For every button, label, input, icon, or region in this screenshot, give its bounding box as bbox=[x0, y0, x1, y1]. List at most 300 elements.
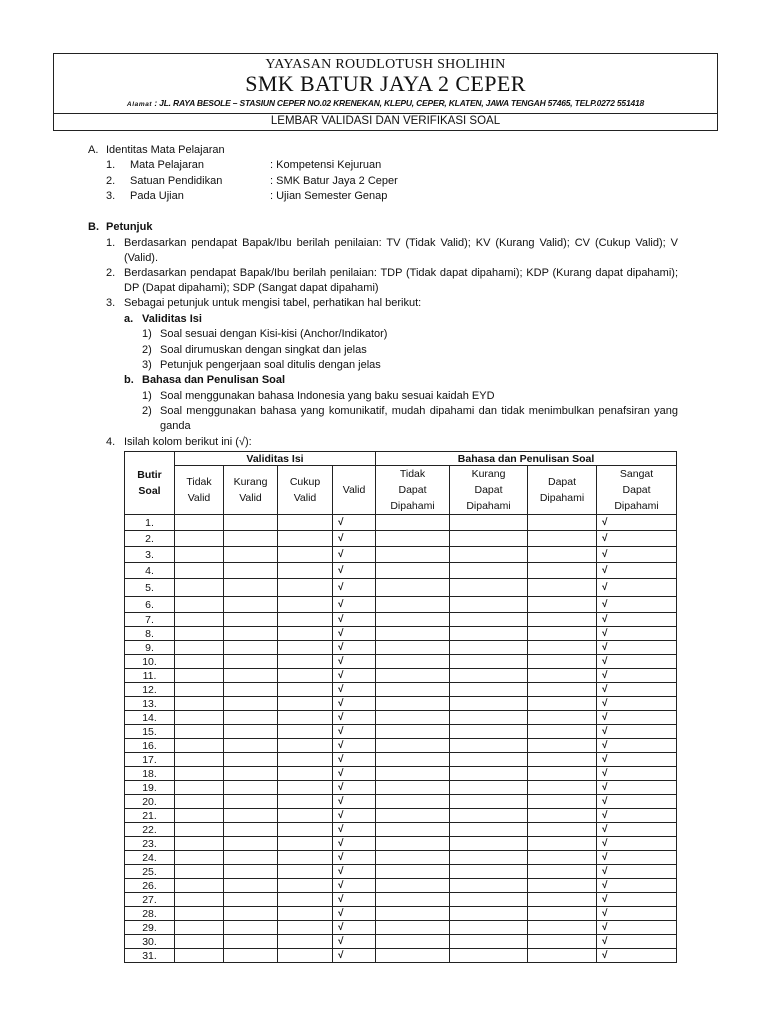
cell-sangat-dapat-dipahami: √ bbox=[597, 597, 677, 613]
cell-tidak-valid bbox=[175, 781, 224, 795]
cell-dapat-dipahami bbox=[528, 795, 597, 809]
cell-tidak-valid bbox=[175, 809, 224, 823]
cell-cukup-valid bbox=[278, 515, 333, 531]
cell-sangat-dapat-dipahami: √ bbox=[597, 809, 677, 823]
cell-valid: √ bbox=[333, 579, 376, 597]
cell-sangat-dapat-dipahami: √ bbox=[597, 767, 677, 781]
cell-valid: √ bbox=[333, 893, 376, 907]
cell-cukup-valid bbox=[278, 627, 333, 641]
cell-cukup-valid bbox=[278, 935, 333, 949]
cell-tidak-dapat-dipahami bbox=[376, 767, 450, 781]
cell-sangat-dapat-dipahami: √ bbox=[597, 627, 677, 641]
cell-dapat-dipahami bbox=[528, 809, 597, 823]
instruction-num-4: 4. bbox=[106, 436, 116, 448]
butir-no: 18. bbox=[125, 767, 175, 781]
cell-tidak-dapat-dipahami bbox=[376, 949, 450, 963]
table-row bbox=[125, 579, 677, 597]
cell-kurang-dapat-dipahami bbox=[450, 725, 528, 739]
table-row bbox=[125, 837, 677, 851]
sub-a-num-1: 1) bbox=[142, 328, 152, 340]
cell-tidak-valid bbox=[175, 579, 224, 597]
cell-valid: √ bbox=[333, 949, 376, 963]
cell-tidak-dapat-dipahami bbox=[376, 515, 450, 531]
cell-valid: √ bbox=[333, 809, 376, 823]
table-body bbox=[125, 515, 677, 963]
cell-dapat-dipahami bbox=[528, 921, 597, 935]
cell-valid: √ bbox=[333, 851, 376, 865]
cell-kurang-dapat-dipahami bbox=[450, 579, 528, 597]
cell-kurang-valid bbox=[224, 739, 278, 753]
cell-cukup-valid bbox=[278, 837, 333, 851]
cell-valid: √ bbox=[333, 547, 376, 563]
cell-kurang-valid bbox=[224, 579, 278, 597]
table-row bbox=[125, 935, 677, 949]
butir-no: 7. bbox=[125, 613, 175, 627]
cell-kurang-dapat-dipahami bbox=[450, 563, 528, 579]
cell-kurang-dapat-dipahami bbox=[450, 613, 528, 627]
cell-cukup-valid bbox=[278, 697, 333, 711]
instruction-3: Sebagai petunjuk untuk mengisi tabel, perhatikan hal berikut: bbox=[124, 297, 422, 309]
cell-kurang-valid bbox=[224, 795, 278, 809]
section-a-title: Identitas Mata Pelajaran bbox=[106, 144, 225, 156]
butir-no: 22. bbox=[125, 823, 175, 837]
cell-sangat-dapat-dipahami: √ bbox=[597, 795, 677, 809]
cell-valid: √ bbox=[333, 823, 376, 837]
cell-valid: √ bbox=[333, 935, 376, 949]
header-bahasa-penulisan: Bahasa dan Penulisan Soal bbox=[376, 452, 677, 466]
cell-tidak-dapat-dipahami bbox=[376, 547, 450, 563]
cell-kurang-valid bbox=[224, 627, 278, 641]
cell-sangat-dapat-dipahami: √ bbox=[597, 515, 677, 531]
table-row bbox=[125, 809, 677, 823]
butir-no: 9. bbox=[125, 641, 175, 655]
cell-dapat-dipahami bbox=[528, 753, 597, 767]
cell-tidak-dapat-dipahami bbox=[376, 563, 450, 579]
cell-kurang-dapat-dipahami bbox=[450, 697, 528, 711]
table-row bbox=[125, 683, 677, 697]
cell-sangat-dapat-dipahami: √ bbox=[597, 837, 677, 851]
cell-kurang-valid bbox=[224, 547, 278, 563]
butir-no: 1. bbox=[125, 515, 175, 531]
header-dapat-dipahami: Dapat Dipahami bbox=[528, 466, 597, 515]
cell-tidak-valid bbox=[175, 879, 224, 893]
cell-sangat-dapat-dipahami: √ bbox=[597, 531, 677, 547]
header-tidak-dapat-dipahami: Tidak Dapat Dipahami bbox=[376, 466, 450, 515]
sub-b-num-1: 1) bbox=[142, 390, 152, 402]
cell-tidak-valid bbox=[175, 767, 224, 781]
cell-kurang-dapat-dipahami bbox=[450, 921, 528, 935]
cell-tidak-valid bbox=[175, 837, 224, 851]
butir-no: 24. bbox=[125, 851, 175, 865]
cell-kurang-valid bbox=[224, 669, 278, 683]
cell-cukup-valid bbox=[278, 531, 333, 547]
cell-tidak-dapat-dipahami bbox=[376, 753, 450, 767]
table-row bbox=[125, 655, 677, 669]
cell-kurang-valid bbox=[224, 711, 278, 725]
cell-sangat-dapat-dipahami: √ bbox=[597, 879, 677, 893]
butir-no: 10. bbox=[125, 655, 175, 669]
address-label: Alamat bbox=[126, 101, 153, 108]
identity-label-1: Mata Pelajaran bbox=[130, 159, 204, 171]
cell-kurang-dapat-dipahami bbox=[450, 753, 528, 767]
cell-sangat-dapat-dipahami: √ bbox=[597, 921, 677, 935]
cell-kurang-dapat-dipahami bbox=[450, 767, 528, 781]
cell-sangat-dapat-dipahami: √ bbox=[597, 669, 677, 683]
cell-sangat-dapat-dipahami: √ bbox=[597, 907, 677, 921]
cell-kurang-valid bbox=[224, 837, 278, 851]
cell-valid: √ bbox=[333, 613, 376, 627]
cell-kurang-valid bbox=[224, 767, 278, 781]
cell-dapat-dipahami bbox=[528, 547, 597, 563]
cell-kurang-dapat-dipahami bbox=[450, 597, 528, 613]
cell-dapat-dipahami bbox=[528, 851, 597, 865]
header-divider bbox=[54, 113, 717, 114]
butir-no: 12. bbox=[125, 683, 175, 697]
cell-cukup-valid bbox=[278, 753, 333, 767]
cell-cukup-valid bbox=[278, 809, 333, 823]
cell-tidak-dapat-dipahami bbox=[376, 627, 450, 641]
cell-cukup-valid bbox=[278, 781, 333, 795]
cell-valid: √ bbox=[333, 865, 376, 879]
butir-no: 23. bbox=[125, 837, 175, 851]
cell-cukup-valid bbox=[278, 907, 333, 921]
cell-kurang-dapat-dipahami bbox=[450, 711, 528, 725]
cell-tidak-valid bbox=[175, 865, 224, 879]
sub-b-letter: b. bbox=[124, 374, 134, 386]
cell-tidak-dapat-dipahami bbox=[376, 725, 450, 739]
cell-cukup-valid bbox=[278, 547, 333, 563]
cell-sangat-dapat-dipahami: √ bbox=[597, 781, 677, 795]
identity-num-3: 3. bbox=[106, 190, 116, 202]
cell-cukup-valid bbox=[278, 879, 333, 893]
table-row bbox=[125, 697, 677, 711]
cell-dapat-dipahami bbox=[528, 515, 597, 531]
cell-cukup-valid bbox=[278, 725, 333, 739]
cell-sangat-dapat-dipahami: √ bbox=[597, 823, 677, 837]
cell-tidak-dapat-dipahami bbox=[376, 597, 450, 613]
instruction-num-2: 2. bbox=[106, 267, 116, 279]
cell-dapat-dipahami bbox=[528, 823, 597, 837]
table-row bbox=[125, 753, 677, 767]
cell-tidak-valid bbox=[175, 683, 224, 697]
cell-valid: √ bbox=[333, 655, 376, 669]
cell-kurang-dapat-dipahami bbox=[450, 669, 528, 683]
identity-value-1: : Kompetensi Kejuruan bbox=[270, 159, 382, 171]
cell-kurang-valid bbox=[224, 515, 278, 531]
butir-no: 31. bbox=[125, 949, 175, 963]
identity-label-2: Satuan Pendidikan bbox=[130, 175, 223, 187]
cell-kurang-dapat-dipahami bbox=[450, 547, 528, 563]
letterhead bbox=[53, 53, 718, 131]
cell-tidak-dapat-dipahami bbox=[376, 893, 450, 907]
cell-dapat-dipahami bbox=[528, 597, 597, 613]
address-text: : JL. RAYA BESOLE – STASIUN CEPER NO.02 KRENEKAN, KLEPU, CEPER, KLATEN, JAWA TENGAH 57465, TELP.0272 551418 bbox=[154, 98, 645, 108]
cell-kurang-valid bbox=[224, 851, 278, 865]
instruction-num-3: 3. bbox=[106, 297, 116, 309]
identity-num-1: 1. bbox=[106, 159, 116, 171]
cell-tidak-valid bbox=[175, 563, 224, 579]
cell-valid: √ bbox=[333, 879, 376, 893]
table-row bbox=[125, 949, 677, 963]
table-row bbox=[125, 531, 677, 547]
cell-kurang-valid bbox=[224, 921, 278, 935]
cell-tidak-valid bbox=[175, 823, 224, 837]
butir-no: 2. bbox=[125, 531, 175, 547]
cell-tidak-valid bbox=[175, 515, 224, 531]
cell-kurang-dapat-dipahami bbox=[450, 683, 528, 697]
cell-dapat-dipahami bbox=[528, 767, 597, 781]
sub-a-item-3: Petunjuk pengerjaan soal ditulis dengan jelas bbox=[160, 359, 381, 371]
cell-tidak-valid bbox=[175, 725, 224, 739]
cell-tidak-valid bbox=[175, 795, 224, 809]
cell-cukup-valid bbox=[278, 893, 333, 907]
cell-kurang-dapat-dipahami bbox=[450, 851, 528, 865]
sub-b-num-2: 2) bbox=[142, 405, 152, 417]
cell-tidak-valid bbox=[175, 893, 224, 907]
cell-kurang-valid bbox=[224, 697, 278, 711]
cell-sangat-dapat-dipahami: √ bbox=[597, 579, 677, 597]
cell-dapat-dipahami bbox=[528, 655, 597, 669]
cell-dapat-dipahami bbox=[528, 531, 597, 547]
butir-no: 14. bbox=[125, 711, 175, 725]
header-sangat-dapat-dipahami: Sangat Dapat Dipahami bbox=[597, 466, 677, 515]
cell-kurang-valid bbox=[224, 613, 278, 627]
cell-tidak-dapat-dipahami bbox=[376, 697, 450, 711]
table-row bbox=[125, 767, 677, 781]
cell-dapat-dipahami bbox=[528, 781, 597, 795]
cell-tidak-dapat-dipahami bbox=[376, 531, 450, 547]
cell-valid: √ bbox=[333, 837, 376, 851]
cell-cukup-valid bbox=[278, 767, 333, 781]
sub-a-letter: a. bbox=[124, 313, 134, 325]
cell-kurang-dapat-dipahami bbox=[450, 515, 528, 531]
cell-dapat-dipahami bbox=[528, 613, 597, 627]
instruction-4: Isilah kolom berikut ini (√): bbox=[124, 436, 252, 448]
instruction-num-1: 1. bbox=[106, 237, 116, 249]
cell-sangat-dapat-dipahami: √ bbox=[597, 697, 677, 711]
cell-cukup-valid bbox=[278, 597, 333, 613]
cell-valid: √ bbox=[333, 627, 376, 641]
header-tidak-valid: Tidak Valid bbox=[175, 466, 224, 515]
cell-valid: √ bbox=[333, 907, 376, 921]
cell-cukup-valid bbox=[278, 823, 333, 837]
cell-kurang-dapat-dipahami bbox=[450, 739, 528, 753]
cell-tidak-dapat-dipahami bbox=[376, 907, 450, 921]
cell-kurang-dapat-dipahami bbox=[450, 879, 528, 893]
table-row bbox=[125, 725, 677, 739]
cell-dapat-dipahami bbox=[528, 627, 597, 641]
cell-sangat-dapat-dipahami: √ bbox=[597, 613, 677, 627]
form-title: LEMBAR VALIDASI DAN VERIFIKASI SOAL bbox=[270, 115, 501, 127]
table-row bbox=[125, 627, 677, 641]
cell-tidak-valid bbox=[175, 851, 224, 865]
cell-cukup-valid bbox=[278, 641, 333, 655]
cell-dapat-dipahami bbox=[528, 907, 597, 921]
header-butir-soal: Butir Soal bbox=[125, 452, 175, 515]
sub-b-item-1: Soal menggunakan bahasa Indonesia yang baku sesuai kaidah EYD bbox=[160, 390, 495, 402]
butir-no: 30. bbox=[125, 935, 175, 949]
butir-no: 5. bbox=[125, 579, 175, 597]
butir-no: 26. bbox=[125, 879, 175, 893]
cell-sangat-dapat-dipahami: √ bbox=[597, 563, 677, 579]
cell-sangat-dapat-dipahami: √ bbox=[597, 753, 677, 767]
cell-tidak-valid bbox=[175, 935, 224, 949]
cell-kurang-dapat-dipahami bbox=[450, 865, 528, 879]
cell-dapat-dipahami bbox=[528, 641, 597, 655]
section-b-title: Petunjuk bbox=[106, 221, 153, 233]
foundation-name: YAYASAN ROUDLOTUSH SHOLIHIN bbox=[265, 57, 506, 72]
butir-no: 20. bbox=[125, 795, 175, 809]
cell-dapat-dipahami bbox=[528, 711, 597, 725]
cell-kurang-valid bbox=[224, 935, 278, 949]
butir-no: 15. bbox=[125, 725, 175, 739]
cell-sangat-dapat-dipahami: √ bbox=[597, 851, 677, 865]
cell-kurang-valid bbox=[224, 907, 278, 921]
cell-tidak-valid bbox=[175, 655, 224, 669]
cell-tidak-dapat-dipahami bbox=[376, 655, 450, 669]
table-row bbox=[125, 711, 677, 725]
sub-a-title: Validitas Isi bbox=[142, 313, 202, 325]
cell-tidak-dapat-dipahami bbox=[376, 837, 450, 851]
instruction-2: Berdasarkan pendapat Bapak/Ibu berilah penilaian: TDP (Tidak dapat dipahami); KDP (Kurang dapat dipahami); DP (Dapat dipahami); SDP (Sangat dapat dipahami) bbox=[124, 267, 678, 294]
cell-tidak-valid bbox=[175, 547, 224, 563]
cell-cukup-valid bbox=[278, 921, 333, 935]
sub-b-item-2: Soal menggunakan bahasa yang komunikatif, mudah dipahami dan tidak menimbulkan penafsiran yang ganda bbox=[160, 405, 678, 432]
cell-kurang-dapat-dipahami bbox=[450, 781, 528, 795]
cell-cukup-valid bbox=[278, 739, 333, 753]
cell-tidak-valid bbox=[175, 641, 224, 655]
cell-kurang-dapat-dipahami bbox=[450, 795, 528, 809]
cell-cukup-valid bbox=[278, 865, 333, 879]
cell-valid: √ bbox=[333, 739, 376, 753]
table-row bbox=[125, 907, 677, 921]
section-b-letter: B. bbox=[88, 221, 99, 233]
cell-kurang-dapat-dipahami bbox=[450, 935, 528, 949]
cell-valid: √ bbox=[333, 781, 376, 795]
cell-sangat-dapat-dipahami: √ bbox=[597, 641, 677, 655]
header-validitas-isi: Validitas Isi bbox=[175, 452, 376, 466]
cell-kurang-dapat-dipahami bbox=[450, 641, 528, 655]
cell-tidak-dapat-dipahami bbox=[376, 711, 450, 725]
table-row bbox=[125, 597, 677, 613]
cell-kurang-valid bbox=[224, 949, 278, 963]
cell-kurang-dapat-dipahami bbox=[450, 627, 528, 641]
cell-valid: √ bbox=[333, 669, 376, 683]
cell-dapat-dipahami bbox=[528, 563, 597, 579]
sub-a-num-3: 3) bbox=[142, 359, 152, 371]
cell-kurang-valid bbox=[224, 725, 278, 739]
cell-tidak-valid bbox=[175, 627, 224, 641]
cell-dapat-dipahami bbox=[528, 697, 597, 711]
sub-a-item-1: Soal sesuai dengan Kisi-kisi (Anchor/Indikator) bbox=[160, 328, 388, 340]
cell-sangat-dapat-dipahami: √ bbox=[597, 893, 677, 907]
section-a-letter: A. bbox=[88, 144, 99, 156]
table-row bbox=[125, 879, 677, 893]
school-address bbox=[54, 98, 717, 108]
butir-no: 13. bbox=[125, 697, 175, 711]
cell-kurang-dapat-dipahami bbox=[450, 837, 528, 851]
cell-valid: √ bbox=[333, 725, 376, 739]
cell-kurang-valid bbox=[224, 683, 278, 697]
cell-tidak-valid bbox=[175, 739, 224, 753]
cell-tidak-dapat-dipahami bbox=[376, 809, 450, 823]
identity-value-3: : Ujian Semester Genap bbox=[270, 190, 388, 202]
cell-sangat-dapat-dipahami: √ bbox=[597, 547, 677, 563]
cell-dapat-dipahami bbox=[528, 879, 597, 893]
cell-tidak-dapat-dipahami bbox=[376, 865, 450, 879]
cell-cukup-valid bbox=[278, 669, 333, 683]
cell-kurang-valid bbox=[224, 563, 278, 579]
identity-num-2: 2. bbox=[106, 175, 116, 187]
cell-kurang-valid bbox=[224, 823, 278, 837]
cell-kurang-dapat-dipahami bbox=[450, 949, 528, 963]
cell-cukup-valid bbox=[278, 655, 333, 669]
cell-tidak-dapat-dipahami bbox=[376, 879, 450, 893]
cell-dapat-dipahami bbox=[528, 865, 597, 879]
cell-kurang-valid bbox=[224, 531, 278, 547]
cell-sangat-dapat-dipahami: √ bbox=[597, 725, 677, 739]
sub-b-title: Bahasa dan Penulisan Soal bbox=[142, 374, 286, 386]
butir-no: 4. bbox=[125, 563, 175, 579]
cell-kurang-dapat-dipahami bbox=[450, 823, 528, 837]
butir-no: 28. bbox=[125, 907, 175, 921]
table-row bbox=[125, 851, 677, 865]
butir-no: 6. bbox=[125, 597, 175, 613]
butir-no: 11. bbox=[125, 669, 175, 683]
table-row bbox=[125, 893, 677, 907]
identity-value-2: : SMK Batur Jaya 2 Ceper bbox=[270, 175, 398, 187]
cell-cukup-valid bbox=[278, 683, 333, 697]
table-row bbox=[125, 641, 677, 655]
sub-a-num-2: 2) bbox=[142, 344, 152, 356]
cell-kurang-valid bbox=[224, 641, 278, 655]
cell-dapat-dipahami bbox=[528, 739, 597, 753]
cell-tidak-dapat-dipahami bbox=[376, 739, 450, 753]
cell-valid: √ bbox=[333, 641, 376, 655]
header-cukup-valid: Cukup Valid bbox=[278, 466, 333, 515]
cell-sangat-dapat-dipahami: √ bbox=[597, 739, 677, 753]
butir-no: 3. bbox=[125, 547, 175, 563]
header-kurang-valid: Kurang Valid bbox=[224, 466, 278, 515]
cell-kurang-dapat-dipahami bbox=[450, 531, 528, 547]
butir-no: 16. bbox=[125, 739, 175, 753]
cell-tidak-dapat-dipahami bbox=[376, 641, 450, 655]
table-row bbox=[125, 515, 677, 531]
cell-kurang-dapat-dipahami bbox=[450, 655, 528, 669]
cell-dapat-dipahami bbox=[528, 683, 597, 697]
cell-kurang-valid bbox=[224, 809, 278, 823]
cell-sangat-dapat-dipahami: √ bbox=[597, 683, 677, 697]
cell-kurang-valid bbox=[224, 655, 278, 669]
table-row bbox=[125, 781, 677, 795]
butir-no: 8. bbox=[125, 627, 175, 641]
cell-cukup-valid bbox=[278, 949, 333, 963]
cell-sangat-dapat-dipahami: √ bbox=[597, 655, 677, 669]
cell-tidak-valid bbox=[175, 711, 224, 725]
cell-cukup-valid bbox=[278, 711, 333, 725]
cell-dapat-dipahami bbox=[528, 935, 597, 949]
cell-tidak-dapat-dipahami bbox=[376, 579, 450, 597]
cell-kurang-valid bbox=[224, 597, 278, 613]
cell-dapat-dipahami bbox=[528, 579, 597, 597]
cell-tidak-dapat-dipahami bbox=[376, 683, 450, 697]
butir-no: 21. bbox=[125, 809, 175, 823]
cell-dapat-dipahami bbox=[528, 893, 597, 907]
cell-valid: √ bbox=[333, 597, 376, 613]
validation-table bbox=[124, 451, 677, 963]
cell-tidak-dapat-dipahami bbox=[376, 781, 450, 795]
butir-no: 19. bbox=[125, 781, 175, 795]
